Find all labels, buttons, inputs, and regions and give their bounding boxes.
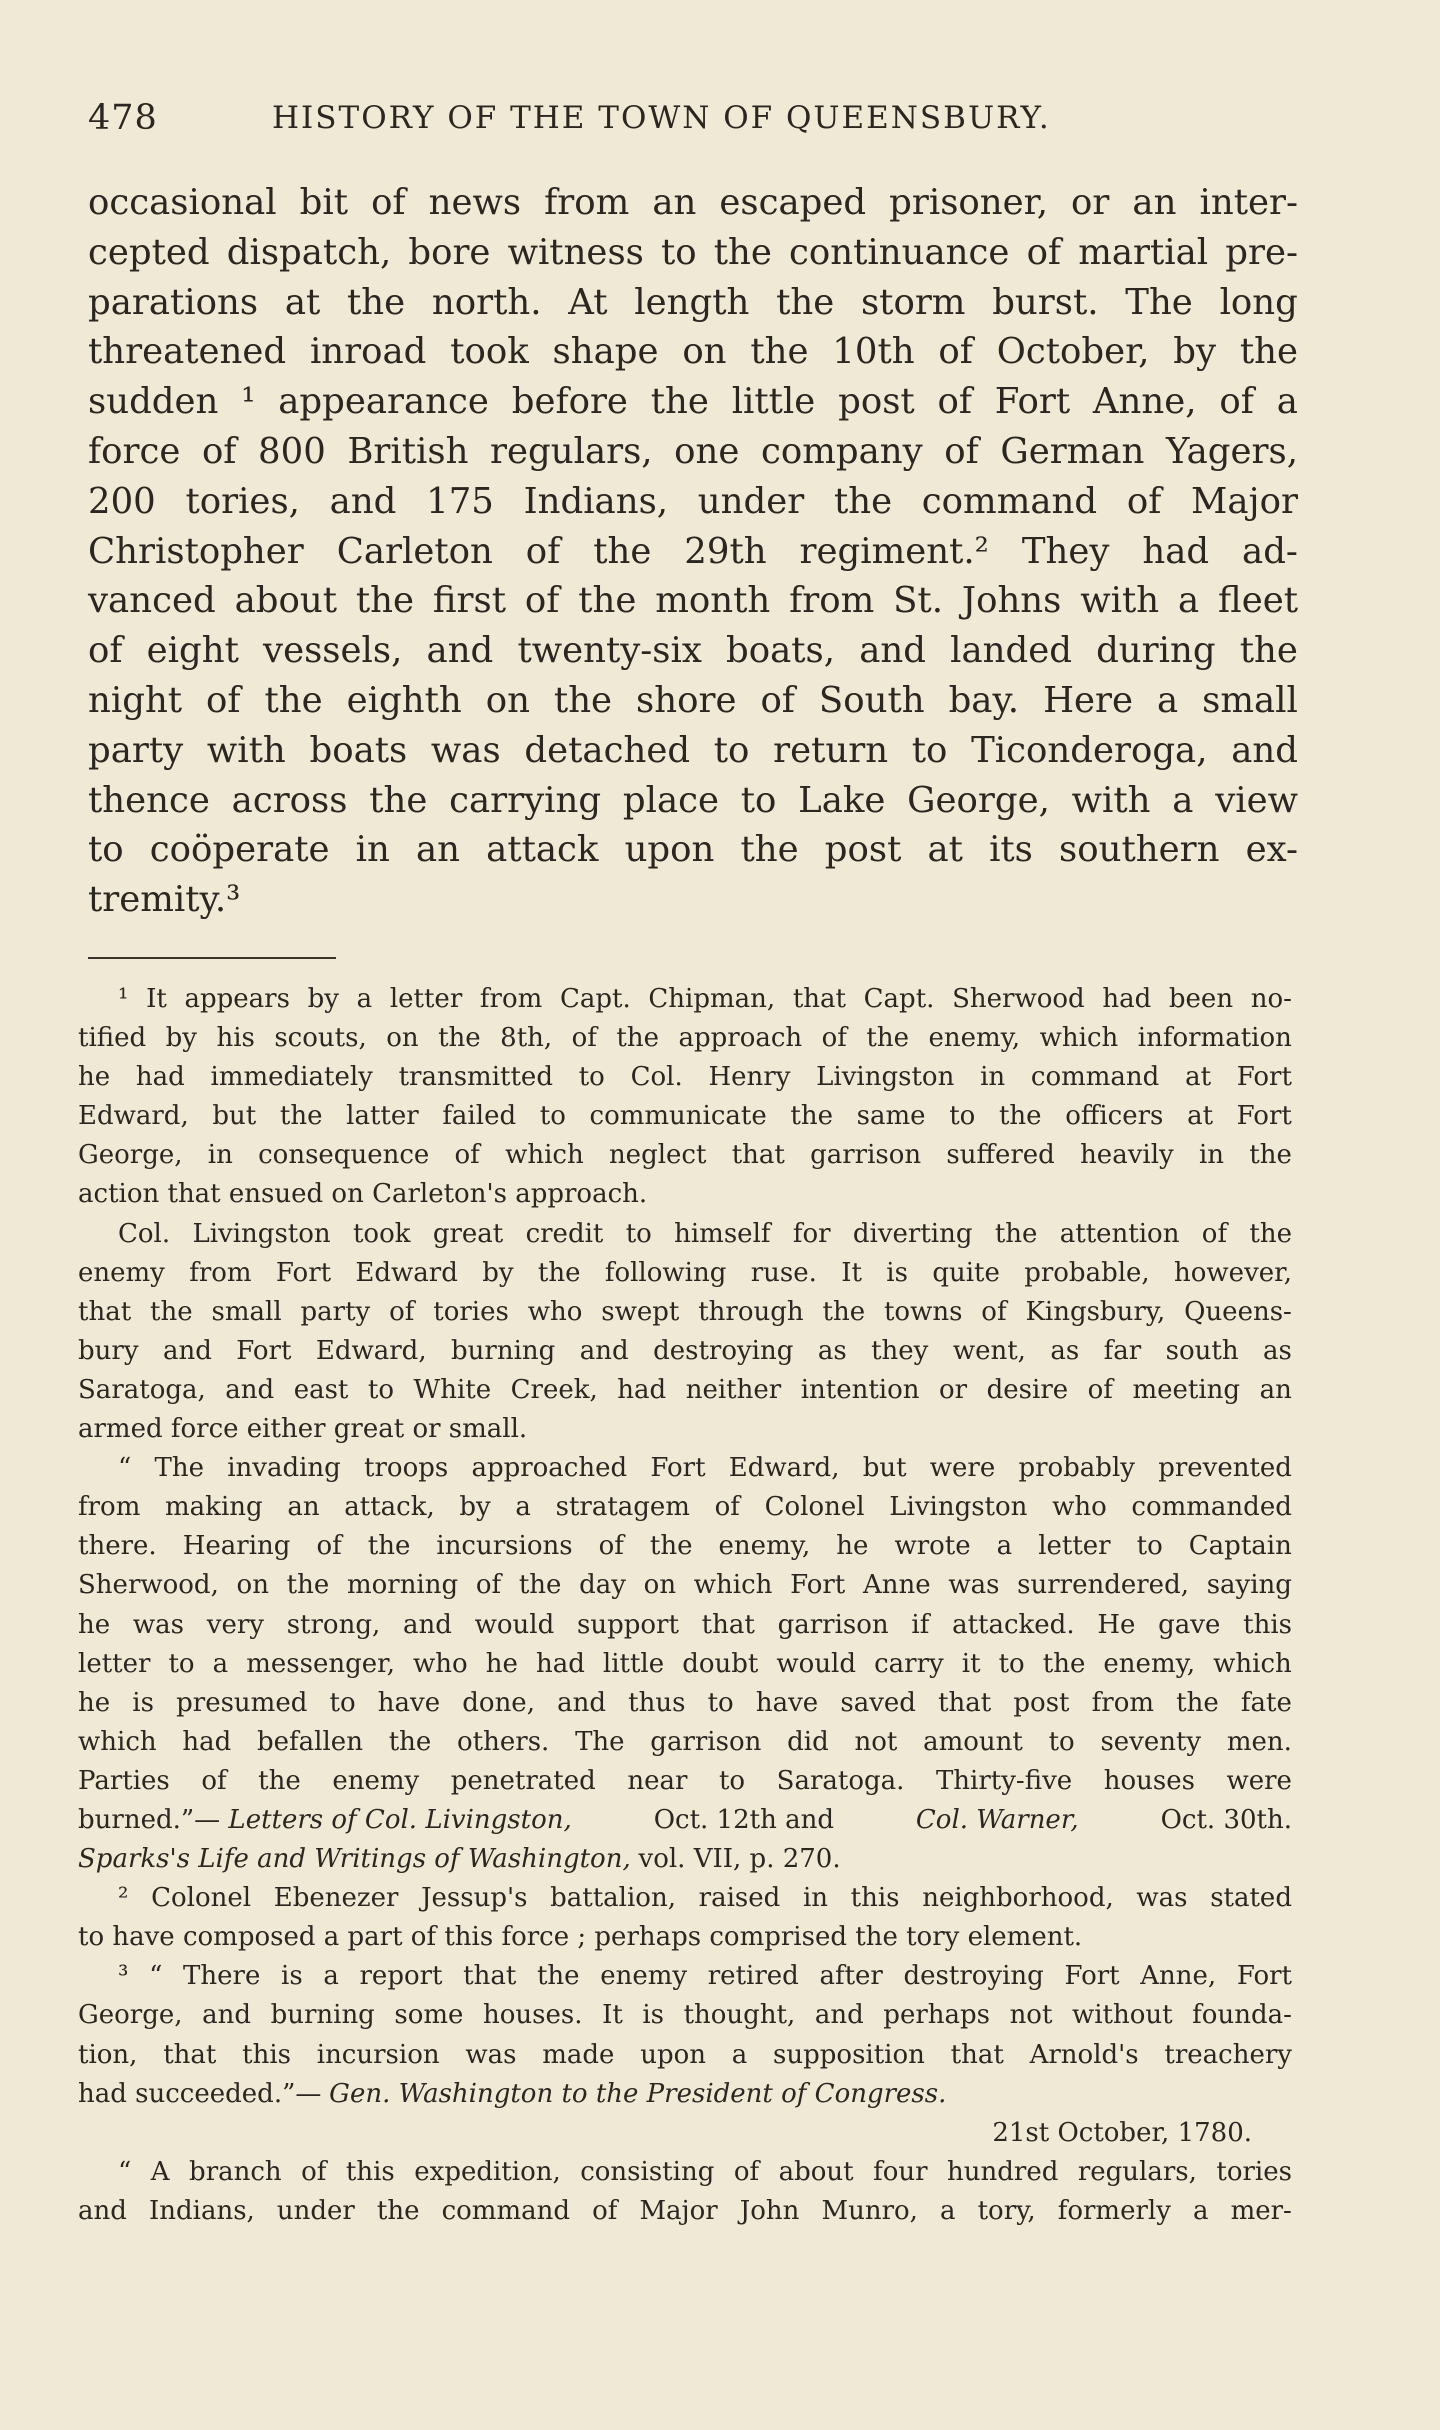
footnote-2 bbox=[78, 1879, 1292, 1957]
footnote-line: Edward, but the latter failed to communicate the same to the officers at Fort bbox=[78, 1101, 1292, 1132]
main-text bbox=[88, 178, 1298, 925]
footnote-line: he had immediately transmitted to Col. Henry Livingston in command at Fort bbox=[78, 1062, 1292, 1093]
running-title: HISTORY OF THE TOWN OF QUEENSBURY. bbox=[272, 100, 1051, 136]
body-line: vanced about the first of the month from St. Johns with a fleet bbox=[88, 580, 1298, 622]
footnote-line: tion, that this incursion was made upon a supposition that Arnold's treachery bbox=[78, 2039, 1292, 2070]
body-line: occasional bit of news from an escaped prisoner, or an inter- bbox=[88, 182, 1298, 223]
footnote-3 bbox=[78, 1957, 1292, 2074]
footnote-line: armed force either great or small. bbox=[78, 1414, 528, 1445]
body-line: night of the eighth on the shore of South bay. Here a small bbox=[88, 679, 1298, 721]
footnote-line: George, and burning some houses. It is thought, and perhaps not without founda- bbox=[78, 2000, 1292, 2031]
page-number: 478 bbox=[88, 98, 158, 138]
footnote-line: tified by his scouts, on the 8th, of the approach of the enemy, which information bbox=[78, 1023, 1292, 1054]
footnote-line: ¹ It appears by a letter from Capt. Chipman, that Capt. Sherwood had been no- bbox=[118, 984, 1292, 1014]
footnote-line: letter to a messenger, who he had little doubt would carry it to the enemy, which bbox=[78, 1648, 1292, 1679]
footnote-rule bbox=[88, 957, 336, 959]
footnote-1 bbox=[78, 980, 1292, 1215]
footnote-line: he was very strong, and would support that garrison if attacked. He gave this bbox=[78, 1609, 1292, 1640]
footnotes bbox=[78, 980, 1292, 2231]
citation-date: Oct. 30th. bbox=[1160, 1804, 1292, 1835]
footnote-line: and Indians, under the command of Major John Munro, a tory, formerly a mer- bbox=[78, 2195, 1292, 2226]
footnote-line: ³ “ There is a report that the enemy retired after destroying Fort Anne, Fort bbox=[118, 1961, 1292, 1992]
body-line: of eight vessels, and twenty-six boats, and landed during the bbox=[88, 630, 1298, 672]
body-line: 200 tories, and 175 Indians, under the command of Major bbox=[88, 480, 1298, 522]
body-line: threatened inroad took shape on the 10th of October, by the bbox=[88, 331, 1298, 373]
body-line: thence across the carrying place to Lake George, with a view bbox=[88, 779, 1298, 821]
footnote-line: which had befallen the others. The garrison did not amount to seventy men. bbox=[78, 1726, 1292, 1757]
footnote-line: “ The invading troops approached Fort Edward, but were probably prevented bbox=[118, 1453, 1292, 1484]
citation-source-3: Gen. Washington to the President of Congress. bbox=[329, 2078, 947, 2109]
footnote-line: he is presumed to have done, and thus to have saved that post from the fate bbox=[78, 1687, 1292, 1718]
footnote-line: Saratoga, and east to White Creek, had neither intention or desire of meeting an bbox=[78, 1374, 1292, 1405]
footnote-line: Col. Livingston took great credit to himself for diverting the attention of the bbox=[118, 1218, 1292, 1249]
body-line: Christopher Carleton of the 29th regiment.² They had ad- bbox=[88, 530, 1298, 572]
citation-mid: Oct. 12th and bbox=[653, 1804, 834, 1835]
footnote-3-citation bbox=[78, 2075, 1292, 2114]
citation-prefix-3: had succeeded.”— bbox=[78, 2078, 322, 2109]
citation-volume: vol. VII, p. 270. bbox=[638, 1844, 841, 1875]
footnote-line: Sherwood, on the morning of the day on which Fort Anne was surrendered, saying bbox=[78, 1570, 1292, 1601]
citation-title-2: Col. Warner, bbox=[915, 1804, 1079, 1835]
footnote-line: Parties of the enemy penetrated near to Saratoga. Thirty-five houses were bbox=[78, 1765, 1292, 1796]
body-line: cepted dispatch, bore witness to the continuance of martial pre- bbox=[88, 231, 1298, 273]
footnote-4 bbox=[78, 2153, 1292, 2231]
body-line: parations at the north. At length the storm burst. The long bbox=[88, 281, 1298, 323]
citation-source: Sparks's Life and Writings of Washington, bbox=[78, 1844, 631, 1875]
body-line: tremity.³ bbox=[88, 879, 241, 921]
footnote-line: George, in consequence of which neglect that garrison suffered heavily in the bbox=[78, 1140, 1292, 1171]
footnote-line: to have composed a part of this force ; perhaps comprised the tory element. bbox=[78, 1922, 1083, 1953]
footnote-3-date bbox=[78, 2114, 1292, 2153]
footnote-line: “ A branch of this expedition, consisting of about four hundred regulars, tories bbox=[118, 2156, 1292, 2187]
footnote-line: from making an attack, by a stratagem of Colonel Livingston who commanded bbox=[78, 1492, 1292, 1523]
citation-date-3: 21st October, 1780. bbox=[992, 2117, 1252, 2148]
citation-title: Letters of Col. Livingston, bbox=[228, 1804, 572, 1835]
footnote-1-quote bbox=[78, 1449, 1292, 1801]
citation-prefix: burned.”— bbox=[78, 1804, 221, 1835]
footnote-line: action that ensued on Carleton's approach. bbox=[78, 1179, 648, 1210]
footnote-line: enemy from Fort Edward by the following ruse. It is quite probable, however, bbox=[78, 1257, 1292, 1288]
footnote-line: that the small party of tories who swept through the towns of Kingsbury, Queens- bbox=[78, 1296, 1292, 1327]
footnote-1-continued bbox=[78, 1215, 1292, 1450]
body-line: force of 800 British regulars, one company of German Yagers, bbox=[88, 430, 1298, 472]
footnote-line: ² Colonel Ebenezer Jessup's battalion, raised in this neighborhood, was stated bbox=[118, 1883, 1292, 1914]
body-line: to coöperate in an attack upon the post at its southern ex- bbox=[88, 829, 1298, 871]
body-line: party with boats was detached to return to Ticonderoga, and bbox=[88, 729, 1298, 771]
footnote-line: bury and Fort Edward, burning and destroying as they went, as far south as bbox=[78, 1335, 1292, 1366]
footnote-1-citation bbox=[78, 1801, 1292, 1840]
footnote-1-citation-2 bbox=[78, 1840, 1292, 1879]
footnote-line: there. Hearing of the incursions of the enemy, he wrote a letter to Captain bbox=[78, 1531, 1292, 1562]
page-header bbox=[88, 98, 1298, 146]
body-line: sudden ¹ appearance before the little post of Fort Anne, of a bbox=[88, 381, 1298, 423]
